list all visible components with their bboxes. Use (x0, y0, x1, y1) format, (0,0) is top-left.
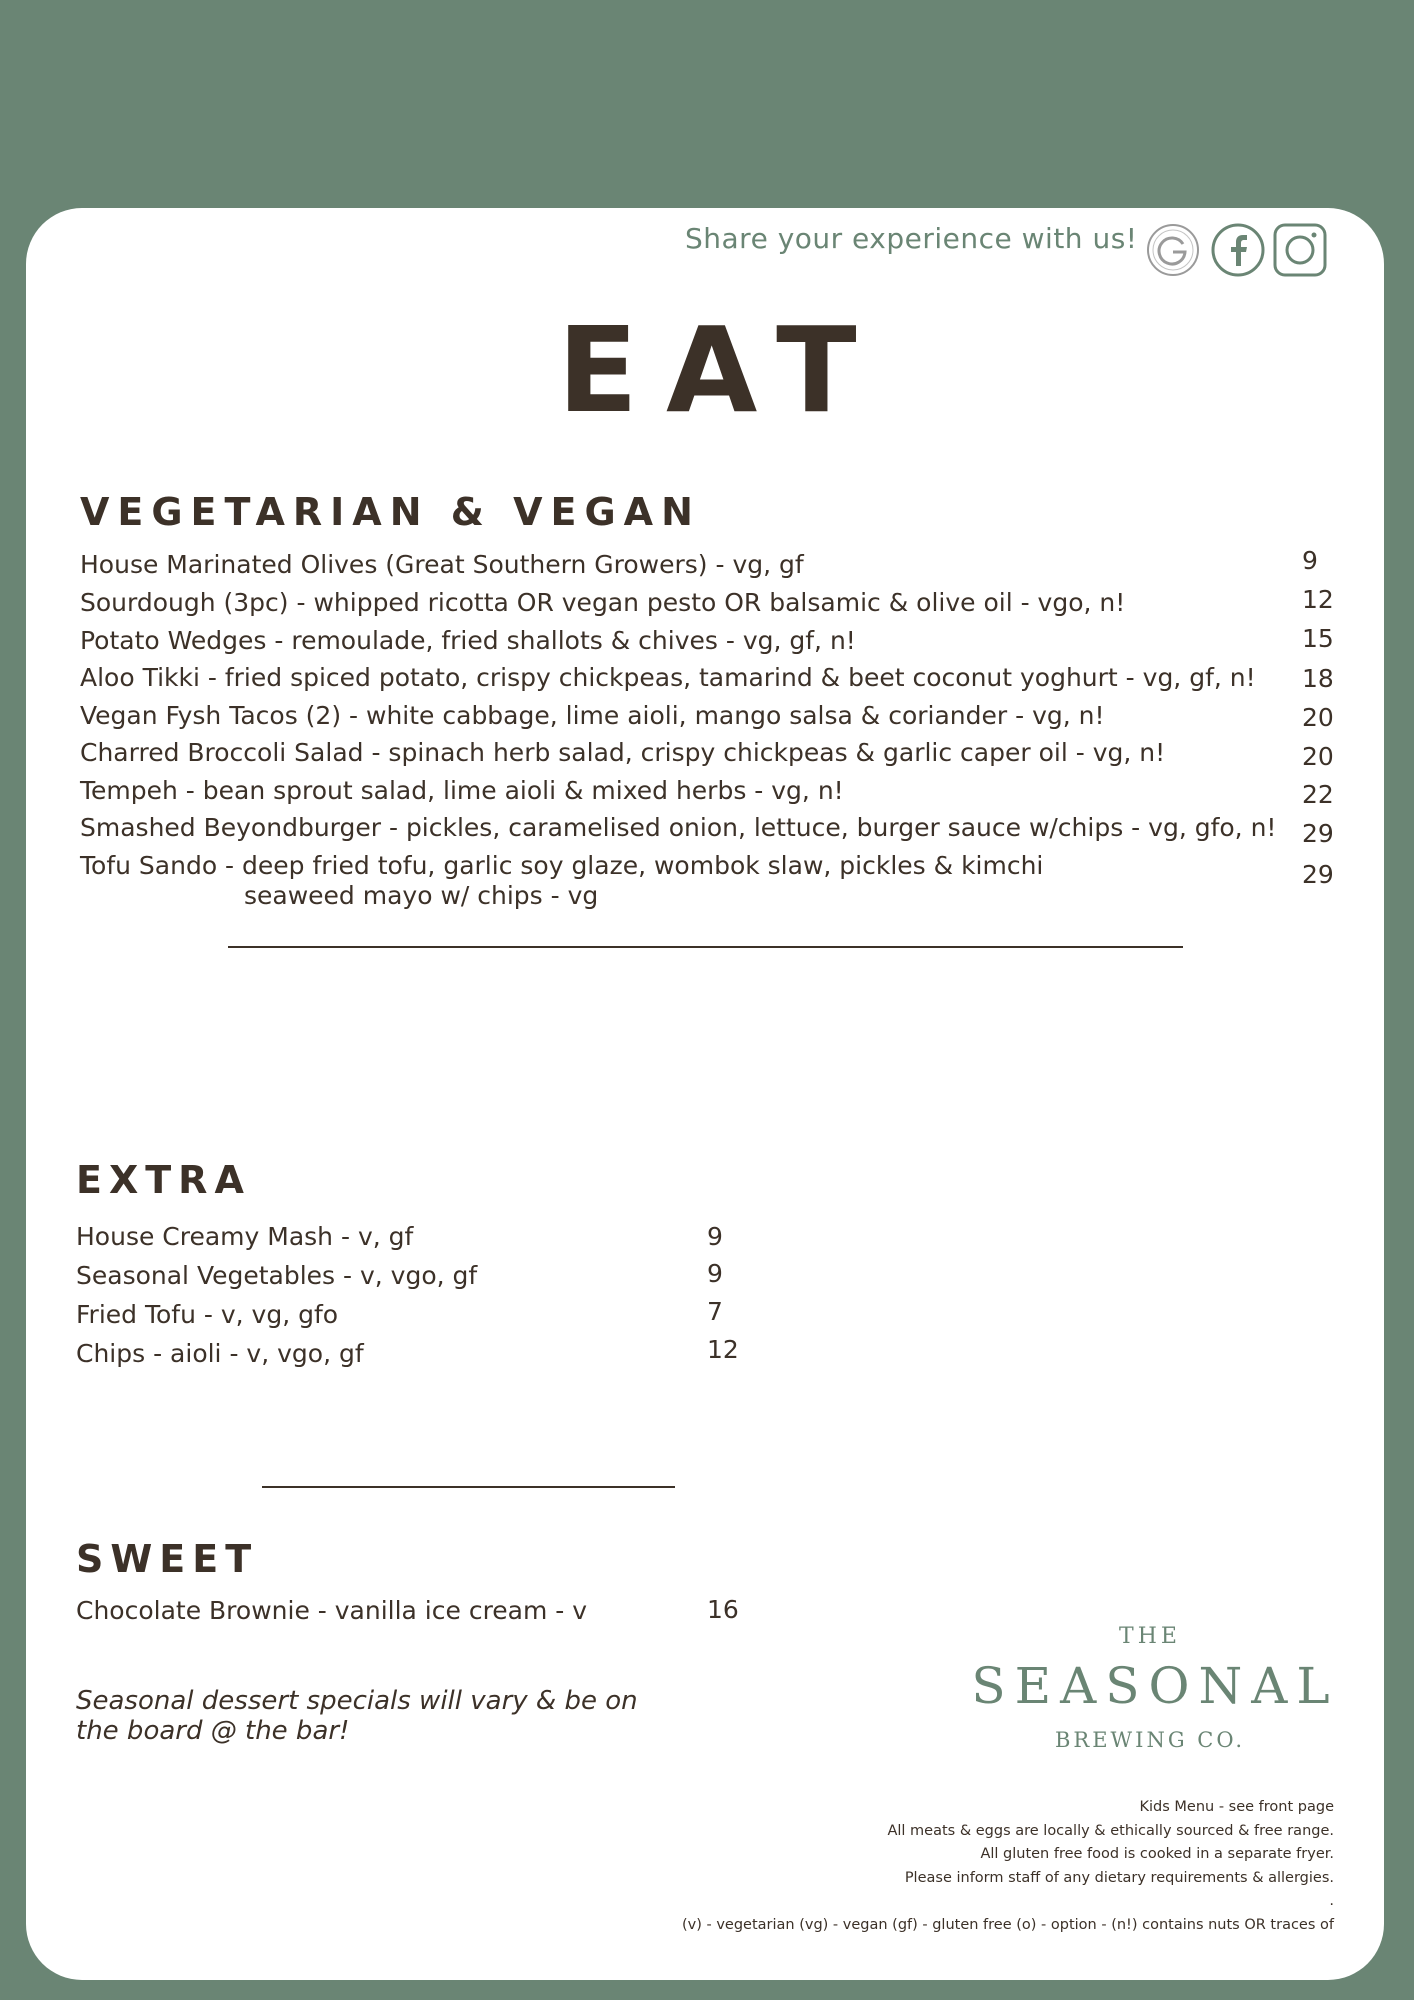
dietary-legend: (v) - vegetarian (vg) - vegan (gf) - gluten free (o) - option - (n!) contains nuts OR traces of (682, 1916, 1334, 1933)
note-line: Please inform staff of any dietary requirements & allergies. (904, 1869, 1334, 1886)
logo-brewing-co: BREWING CO. (1054, 1728, 1245, 1752)
dessert-note-line: Seasonal dessert specials will vary & be on (76, 1686, 638, 1716)
menu-item-name-continued: seaweed mayo w/ chips - vg (244, 881, 599, 910)
menu-item: Seasonal Vegetables - v, vgo, gf (76, 1261, 478, 1290)
menu-item-price: 20 (1302, 742, 1334, 771)
page-title: EAT (557, 301, 885, 439)
divider (262, 1486, 675, 1488)
menu-item-price: 9 (1302, 546, 1318, 575)
menu-item-price: 29 (1302, 819, 1334, 848)
logo-seasonal: SEASONAL (971, 1657, 1339, 1715)
menu-item-tofu-sando (80, 851, 1043, 911)
menu-item: Vegan Fysh Tacos (2) - white cabbage, lime aioli, mango salsa & coriander - vg, n! (80, 701, 1105, 730)
note-line: All gluten free food is cooked in a separate fryer. (980, 1846, 1334, 1862)
menu-item: Potato Wedges - remoulade, fried shallots & chives - vg, gf, n! (80, 626, 856, 655)
footer-notes (682, 1796, 1334, 1937)
note-line: All meats & eggs are locally & ethically sourced & free range. (887, 1822, 1334, 1839)
menu-item: Aloo Tikki - fried spiced potato, crispy chickpeas, tamarind & beet coconut yoghurt - vg, gf, n! (80, 663, 1256, 692)
menu-item-price: 20 (1302, 703, 1334, 732)
menu-item-price: 15 (1302, 624, 1334, 653)
divider (228, 946, 1183, 948)
share-text: Share your experience with us! (685, 222, 1138, 255)
dessert-note (76, 1686, 676, 1746)
section-title-extra: EXTRA (76, 1158, 251, 1202)
note-line: Kids Menu - see front page (1139, 1799, 1334, 1815)
section-title-vegetarian-vegan: VEGETARIAN & VEGAN (80, 490, 701, 534)
menu-item: House Marinated Olives (Great Southern Growers) - vg, gf (80, 550, 804, 579)
menu-item-price: 22 (1302, 780, 1334, 809)
menu-item: Sourdough (3pc) - whipped ricotta OR vegan pesto OR balsamic & olive oil - vgo, n! (80, 588, 1126, 617)
menu-item: Tempeh - bean sprout salad, lime aioli & mixed herbs - vg, n! (80, 776, 844, 805)
menu-item-name: Tofu Sando - deep fried tofu, garlic soy glaze, wombok slaw, pickles & kimchi (80, 851, 1044, 880)
menu-item-price: 16 (707, 1595, 739, 1624)
facebook-icon[interactable] (1210, 222, 1266, 278)
section-title-sweet: SWEET (76, 1537, 259, 1581)
menu-item: Chips - aioli - v, vgo, gf (76, 1339, 364, 1368)
dessert-note-line: the board @ the bar! (76, 1716, 350, 1746)
menu-item-price: 7 (707, 1297, 723, 1326)
menu-item-price: 18 (1302, 664, 1334, 693)
menu-item: Charred Broccoli Salad - spinach herb salad, crispy chickpeas & garlic caper oil - vg, n! (80, 738, 1166, 767)
menu-item-price: 12 (1302, 585, 1334, 614)
logo-the: THE (1119, 1624, 1181, 1649)
menu-item-price: 9 (707, 1222, 723, 1251)
menu-item-price: 29 (1302, 860, 1334, 889)
menu-item: Fried Tofu - v, vg, gfo (76, 1300, 339, 1329)
menu-item: House Creamy Mash - v, gf (76, 1222, 414, 1251)
menu-item-price: 9 (707, 1259, 723, 1288)
google-icon[interactable] (1145, 222, 1201, 278)
instagram-icon[interactable] (1272, 222, 1328, 278)
menu-item: Chocolate Brownie - vanilla ice cream - v (76, 1596, 588, 1625)
menu-item: Smashed Beyondburger - pickles, caramelised onion, lettuce, burger sauce w/chips - vg, gfo, n! (80, 813, 1277, 842)
menu-item-price: 12 (707, 1335, 739, 1364)
note-line: . (1329, 1893, 1334, 1909)
